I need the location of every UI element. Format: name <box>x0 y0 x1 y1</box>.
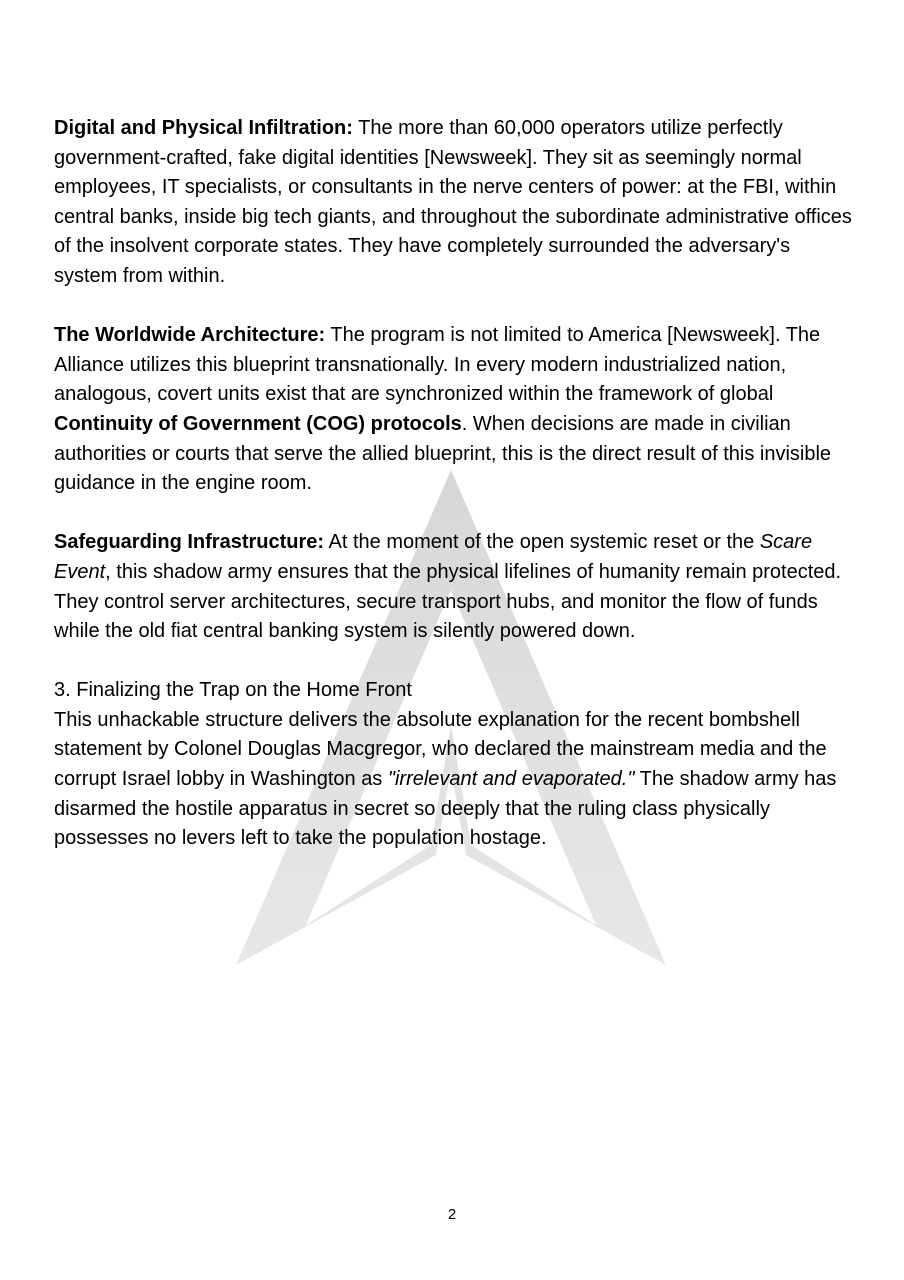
paragraph-text: , this shadow army ensures that the physical lifelines of humanity remain protected. They control server architectures, secure transport hubs, and monitor the flow of funds while the old fiat central banking system is silently powered down. <box>54 560 842 643</box>
bold-term: Continuity of Government (COG) protocols <box>54 412 462 435</box>
paragraph-text: The more than 60,000 operators utilize perfectly government-crafted, fake digital identities [Newsweek]. They sit as seemingly normal employees, IT specialists, or consultants in the nerve centers of power: at the FBI, within central banks, inside big tech giants, and throughout the subordinate administrative offices of the insolvent corporate states. They have completely surrounded the adversary's system from within. <box>54 117 852 287</box>
paragraph-heading: Digital and Physical Infiltration: <box>54 117 353 139</box>
paragraph-text: This unhackable structure delivers the absolute explanation for the recent bombshell statement by Colonel Douglas Macgregor, who declared the mainstream media and the corrupt Israel lobby in Washington as <box>54 708 827 791</box>
section-heading: 3. Finalizing the Trap on the Home Front <box>54 679 412 702</box>
paragraph-text: . When decisions are made in civilian authorities or courts that serve the allied blueprint, this is the direct result of this invisible guidance in the engine room. <box>54 412 832 495</box>
document-body <box>54 114 854 883</box>
section-paragraph <box>54 706 854 854</box>
paragraph-digital-infiltration <box>54 114 854 292</box>
paragraph-heading: Safeguarding Infrastructure: <box>54 531 325 554</box>
paragraph-safeguarding-infrastructure <box>54 528 854 646</box>
paragraph-heading: The Worldwide Architecture: <box>54 324 326 347</box>
italic-quote: "irrelevant and evaporated." <box>387 768 635 791</box>
paragraph-text: The program is not limited to America [Newsweek]. The Alliance utilizes this blueprint transnationally. In every modern industrialized nation, analogous, covert units exist that are synchronized within the framework of global <box>54 324 821 406</box>
page-number: 2 <box>447 1206 457 1223</box>
paragraph-text: At the moment of the open systemic reset or the <box>324 531 760 554</box>
paragraph-worldwide-architecture <box>54 321 854 499</box>
paragraph-text: The shadow army has disarmed the hostile apparatus in secret so deeply that the ruling class physically possesses no levers left to take the population hostage. <box>54 768 837 850</box>
italic-term: Scare Event <box>54 531 813 583</box>
